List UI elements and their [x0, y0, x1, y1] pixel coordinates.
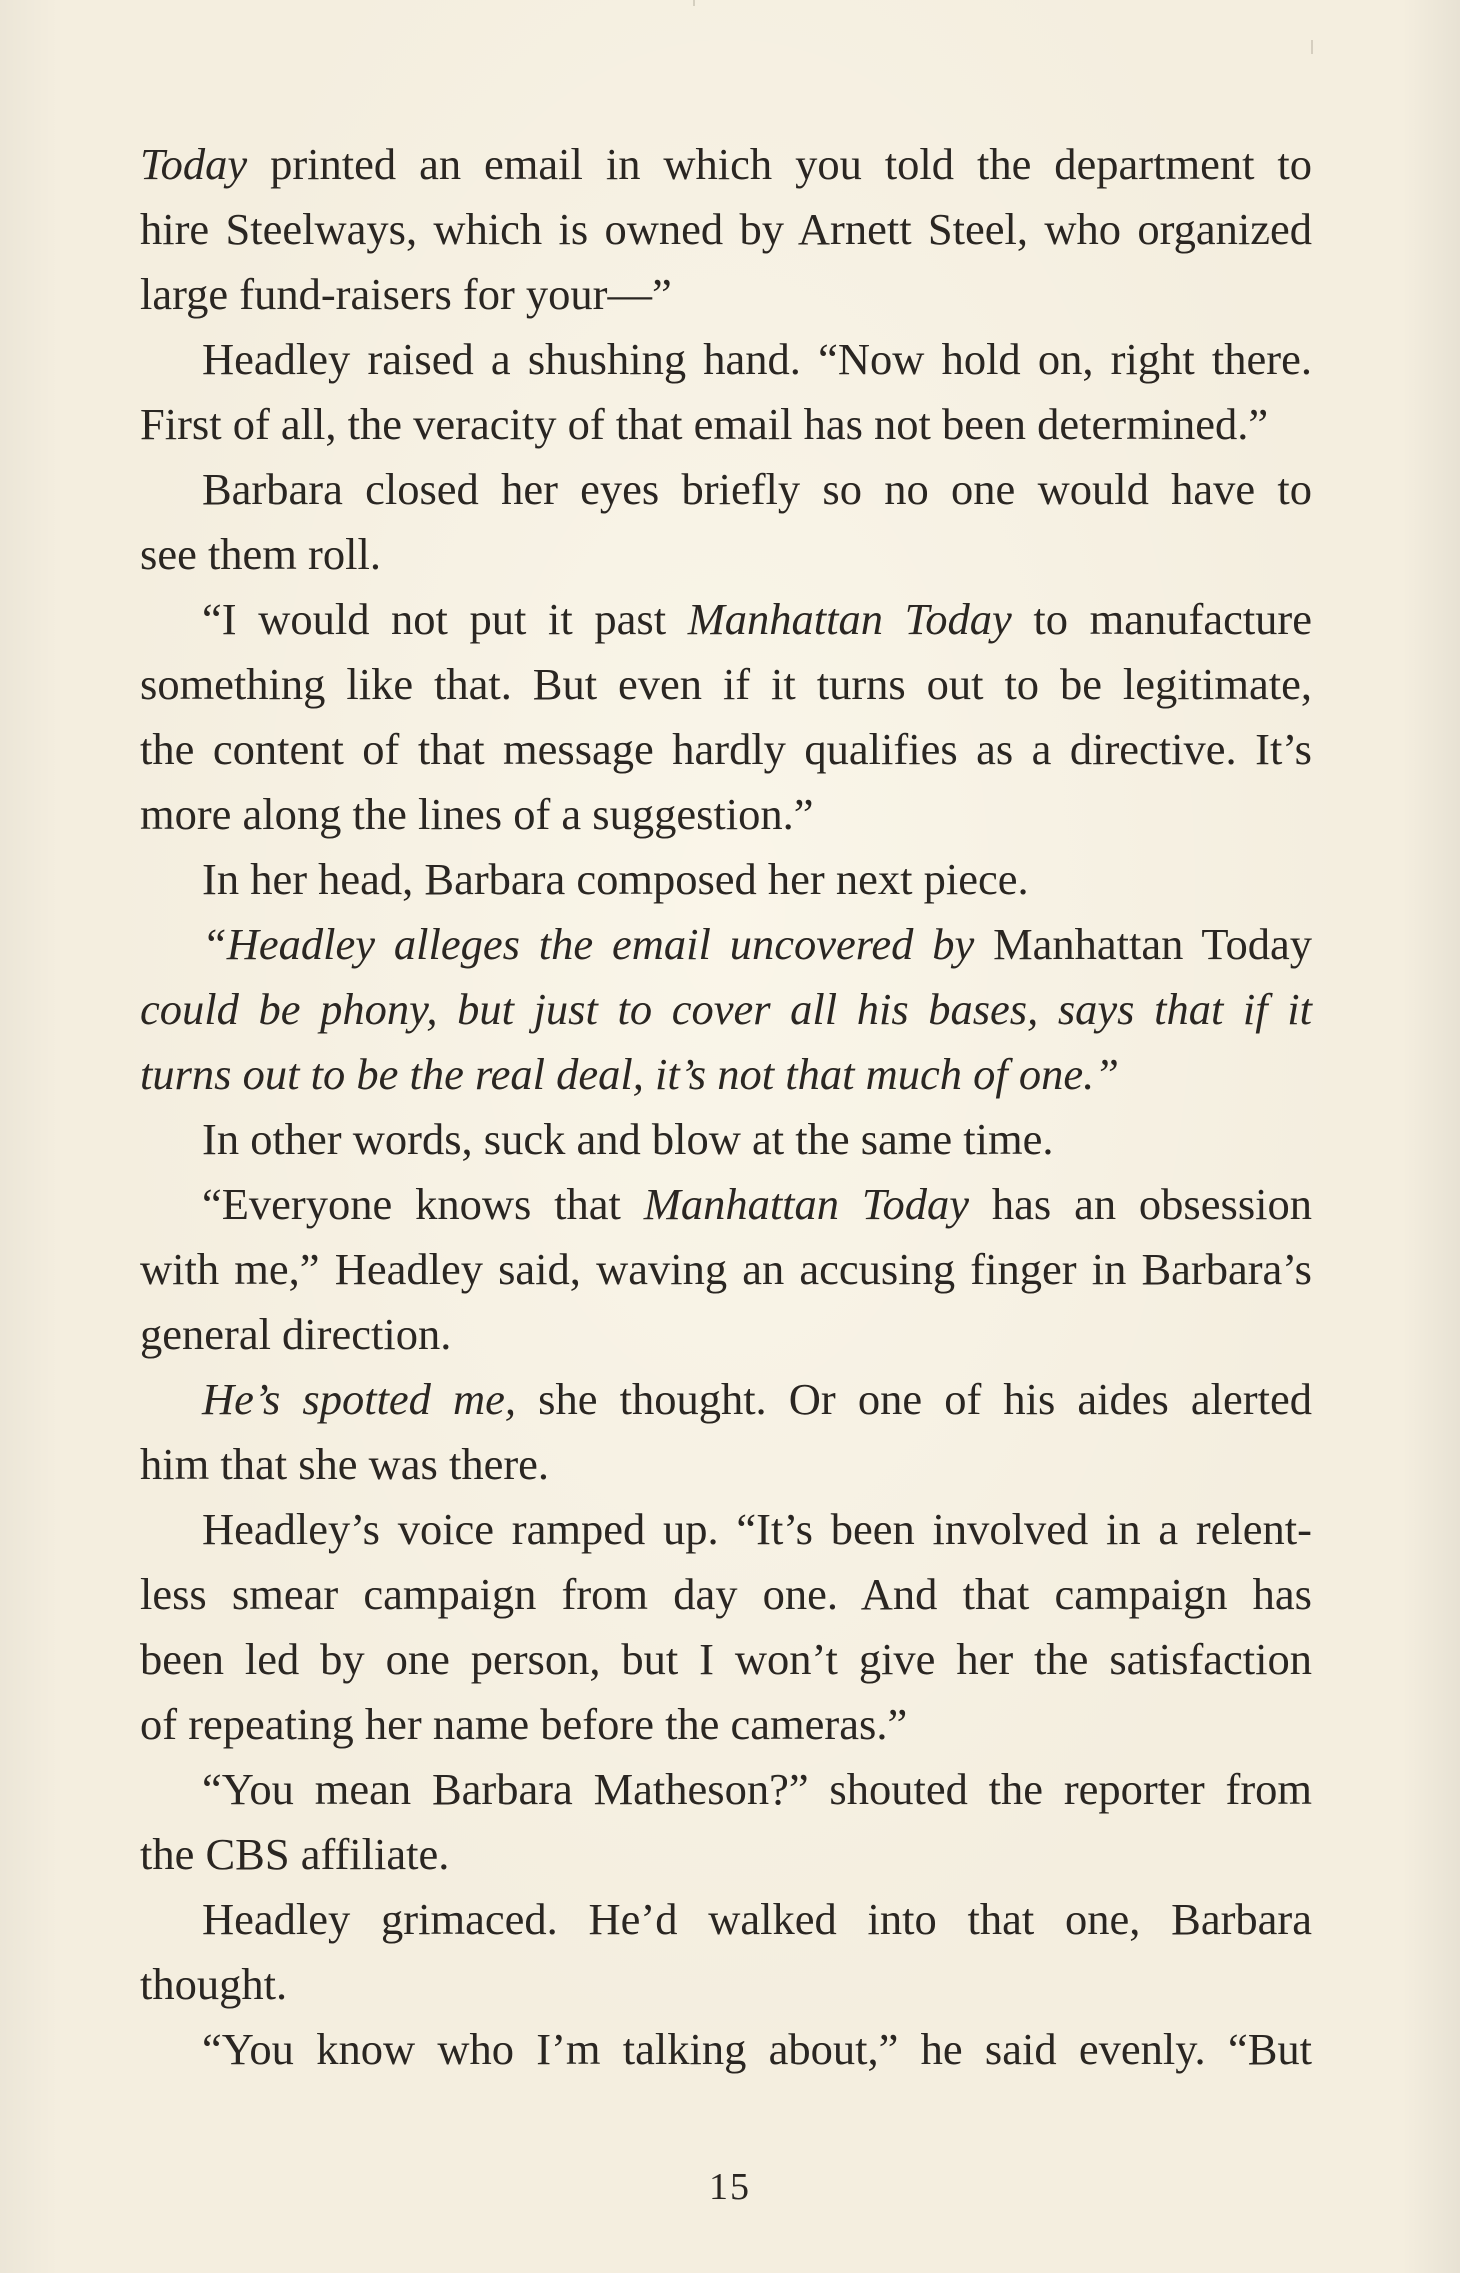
text-line: He’s spotted me, she thought. Or one of his aides alerted	[202, 1374, 1312, 1424]
text-line: general direction.	[140, 1309, 452, 1359]
text-line: the CBS affiliate.	[140, 1829, 450, 1879]
text-line: could be phony, but just to cover all his bases, says that if it	[140, 984, 1312, 1034]
text-line: “Everyone knows that Manhattan Today has an obsession	[202, 1179, 1313, 1229]
page-speck	[1311, 40, 1313, 54]
text-line: Today printed an email in which you told the department to	[140, 139, 1312, 189]
body-text	[140, 132, 1312, 2082]
text-line: turns out to be the real deal, it’s not that much of one.”	[140, 1049, 1119, 1099]
page-speck	[693, 0, 695, 6]
page-number: 15	[709, 2166, 751, 2208]
text-line: “I would not put it past Manhattan Today to manufacture	[202, 594, 1313, 644]
text-line: more along the lines of a suggestion.”	[140, 789, 814, 839]
text-line: with me,” Headley said, waving an accusing finger in Barbara’s	[140, 1244, 1312, 1294]
text-line: “You know who I’m talking about,” he said evenly. “But	[202, 2024, 1312, 2074]
text-line: less smear campaign from day one. And that campaign has	[140, 1569, 1312, 1619]
text-line: Headley raised a shushing hand. “Now hold on, right there.	[202, 334, 1312, 384]
text-line: something like that. But even if it turns out to be legitimate,	[140, 659, 1312, 709]
text-line: see them roll.	[140, 529, 381, 579]
text-line: In her head, Barbara composed her next piece.	[202, 854, 1029, 904]
text-line: hire Steelways, which is owned by Arnett Steel, who organized	[140, 204, 1312, 254]
text-line: Barbara closed her eyes briefly so no one would have to	[202, 464, 1312, 514]
text-line: In other words, suck and blow at the same time.	[202, 1114, 1054, 1164]
text-line: First of all, the veracity of that email has not been determined.”	[140, 399, 1269, 449]
text-line: thought.	[140, 1959, 288, 2009]
text-line: him that she was there.	[140, 1439, 550, 1489]
text-line: Headley’s voice ramped up. “It’s been involved in a relent-	[202, 1504, 1312, 1554]
text-line: large fund-raisers for your—”	[140, 269, 672, 319]
text-line: been led by one person, but I won’t give her the satisfaction	[140, 1634, 1312, 1684]
text-line: “Headley alleges the email uncovered by Manhattan Today	[202, 919, 1312, 969]
text-line: Headley grimaced. He’d walked into that one, Barbara	[202, 1894, 1312, 1944]
text-line: the content of that message hardly qualifies as a directive. It’s	[140, 724, 1312, 774]
text-line: “You mean Barbara Matheson?” shouted the reporter from	[202, 1764, 1312, 1814]
text-line: of repeating her name before the cameras.”	[140, 1699, 908, 1749]
